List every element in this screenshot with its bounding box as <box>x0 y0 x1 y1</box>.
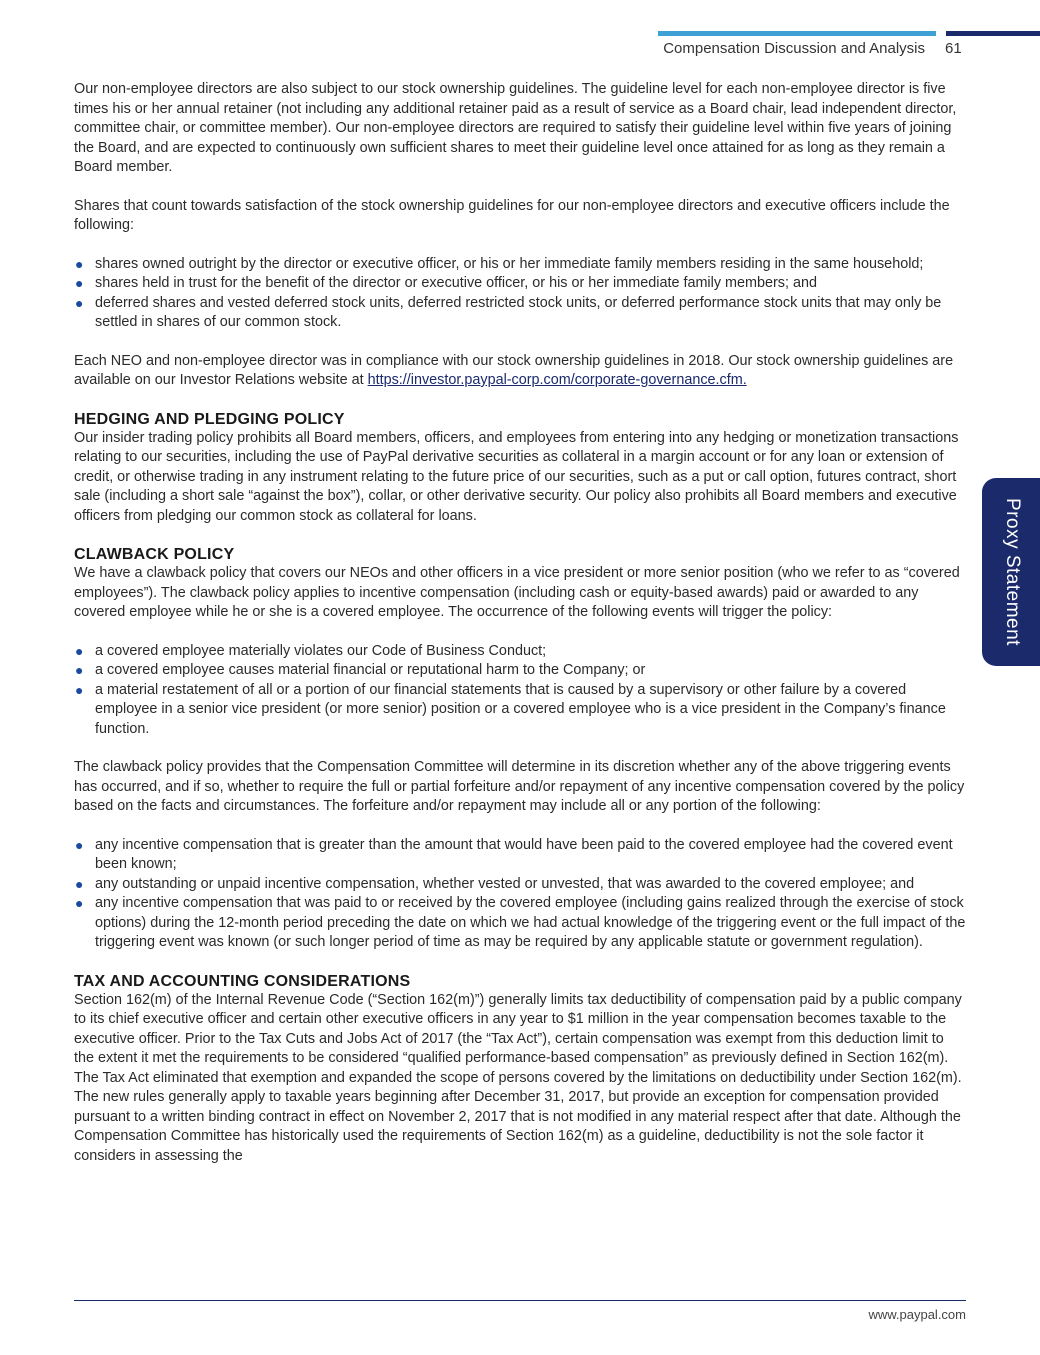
ownership-paragraph: Our non-employee directors are also subject to our stock ownership guidelines. The guideline level for each non-employee director is five times his or her annual retainer (not including any additional retainer paid as a result of service as a Board chair, lead independent director, committee chair, or committee member). Our non-employee directors are required to satisfy their guideline level within five years of joining the Board, and are expected to continuously own sufficient shares to meet their guideline level once attained for as long as they remain a Board member. <box>74 81 957 175</box>
header-accent-bar <box>658 31 936 36</box>
list-item: ● a covered employee materially violates our Code of Business Conduct; <box>74 642 966 662</box>
bullet-icon: ● <box>75 681 84 698</box>
bullet-icon: ● <box>75 255 84 272</box>
tax-heading: TAX AND ACCOUNTING CONSIDERATIONS <box>74 972 411 990</box>
hedging-paragraph: Our insider trading policy prohibits all Board members, officers, and employees from entering into any hedging or monetization transactions relating to our securities, including the use of PayPal derivative securities as collateral in a margin account or for any loan or extension of credit, or otherwise trading in any instrument relating to the future price of our securities, such as a put or call option, futures contract, short sale (including a short sale “against the box”), collar, or other derivative security. Our policy also prohibits all Board members and executive officers from pledging our common stock as collateral for loans. <box>74 429 959 524</box>
side-tab-label: Proxy Statement <box>1002 498 1023 646</box>
bullet-icon: ● <box>75 895 84 911</box>
list-item: ● shares held in trust for the benefit of the director or executive officer, or his or her immediate family members; and <box>74 274 966 294</box>
clawback-paragraph: We have a clawback policy that covers our NEOs and other officers in a vice president or more senior position (who we refer to as “covered employees”). The clawback policy applies to incentive compensation (including cash or equity-based awards) paid or awarded to any covered employee while he or she is a covered employee. The occurrence of the following events will trigger the policy: <box>74 565 960 620</box>
page-body <box>74 80 966 1166</box>
forfeiture-list <box>74 836 966 953</box>
list-item: ● deferred shares and vested deferred stock units, deferred restricted stock units, or deferred performance stock units that may only be settled in shares of our common stock. <box>75 294 942 330</box>
bullet-icon: ● <box>75 642 84 659</box>
bullet-icon: ● <box>75 662 84 678</box>
bullet-icon: ● <box>75 875 84 892</box>
clawback-triggers-list <box>74 642 966 740</box>
list-item: ● a material restatement of all or a portion of our financial statements that is caused by a supervisory or other failure by a covered employee in a senior vice president (or more senior) position or a covered employee who is a vice president in the Company’s finance function. <box>75 681 946 737</box>
page-number: 61 <box>945 40 962 57</box>
tax-paragraph: Section 162(m) of the Internal Revenue Code (“Section 162(m)”) generally limits tax deductibility of compensation paid by a public company to its chief executive officer and certain other executive officers in any year to $1 million in the year compensation becomes taxable to the executive officer. Prior to the Tax Cuts and Jobs Act of 2017 (the “Tax Act”), certain compensation was exempt from this deduction limit to the extent it met the requirements to be considered “qualified performance-based compensation” as previously defined in Section 162(m). The Tax Act eliminated that exemption and expanded the scope of persons covered by the limitations on deductibility under Section 162(m). The new rules generally apply to taxable years beginning after December 31, 2017, but provide an exception for compensation provided pursuant to a written binding contract in effect on November 2, 2017 that is not modified in any material respect after that date. Although the Compensation Committee has historically used the requirements of Section 162(m) as a guideline, deductibility is not the sole factor it considers in assessing the <box>74 991 962 1164</box>
proxy-statement-tab[interactable] <box>982 478 1040 666</box>
list-item: ● a covered employee causes material financial or reputational harm to the Company; or <box>74 661 966 681</box>
list-item: ● any incentive compensation that was paid to or received by the covered employee (including gains realized through the exercise of stock options) during the 12-month period preceding the date on which we had actual knowledge of the triggering event or the full impact of the triggering event was known (or such longer period of time as may be required by any applicable statute or government regulation). <box>75 895 966 950</box>
hedging-heading: HEDGING AND PLEDGING POLICY <box>74 410 345 428</box>
bullet-icon: ● <box>75 836 84 853</box>
clawback-discretion-paragraph: The clawback policy provides that the Compensation Committee will determine in its discretion whether any of the above triggering events has occurred, and if so, whether to require the full or partial forfeiture and/or repayment of any incentive compensation covered by the policy based on the facts and circumstances. The forfeiture and/or repayment may include all or any portion of the following: <box>74 759 965 814</box>
list-item: ● any incentive compensation that is greater than the amount that would have been paid to the covered employee had the covered event been known; <box>75 836 953 872</box>
list-item: ● shares owned outright by the director or executive officer, or his or her immediate family members residing in the same household; <box>74 255 966 275</box>
header-accent-bar-dark <box>946 31 1040 36</box>
footer-divider <box>74 1300 966 1301</box>
investor-relations-link[interactable]: https://investor.paypal-corp.com/corporate-governance.cfm. <box>367 372 747 388</box>
section-title: Compensation Discussion and Analysis <box>663 40 925 57</box>
shares-list <box>74 255 966 333</box>
footer-url: www.paypal.com <box>868 1307 966 1322</box>
list-item: ● any outstanding or unpaid incentive compensation, whether vested or unvested, that was awarded to the covered employee; and <box>74 875 966 895</box>
compliance-paragraph: Each NEO and non-employee director was in compliance with our stock ownership guidelines in 2018. Our stock ownership guidelines are available on our Investor Relations website at https://investor.paypal-corp.com/corporate-governance.cfm. <box>74 352 954 388</box>
bullet-icon: ● <box>75 275 84 291</box>
clawback-heading: CLAWBACK POLICY <box>74 546 235 563</box>
bullet-icon: ● <box>75 294 84 311</box>
shares-count-paragraph: Shares that count towards satisfaction of the stock ownership guidelines for our non-employee directors and executive officers include the following: <box>74 197 950 233</box>
